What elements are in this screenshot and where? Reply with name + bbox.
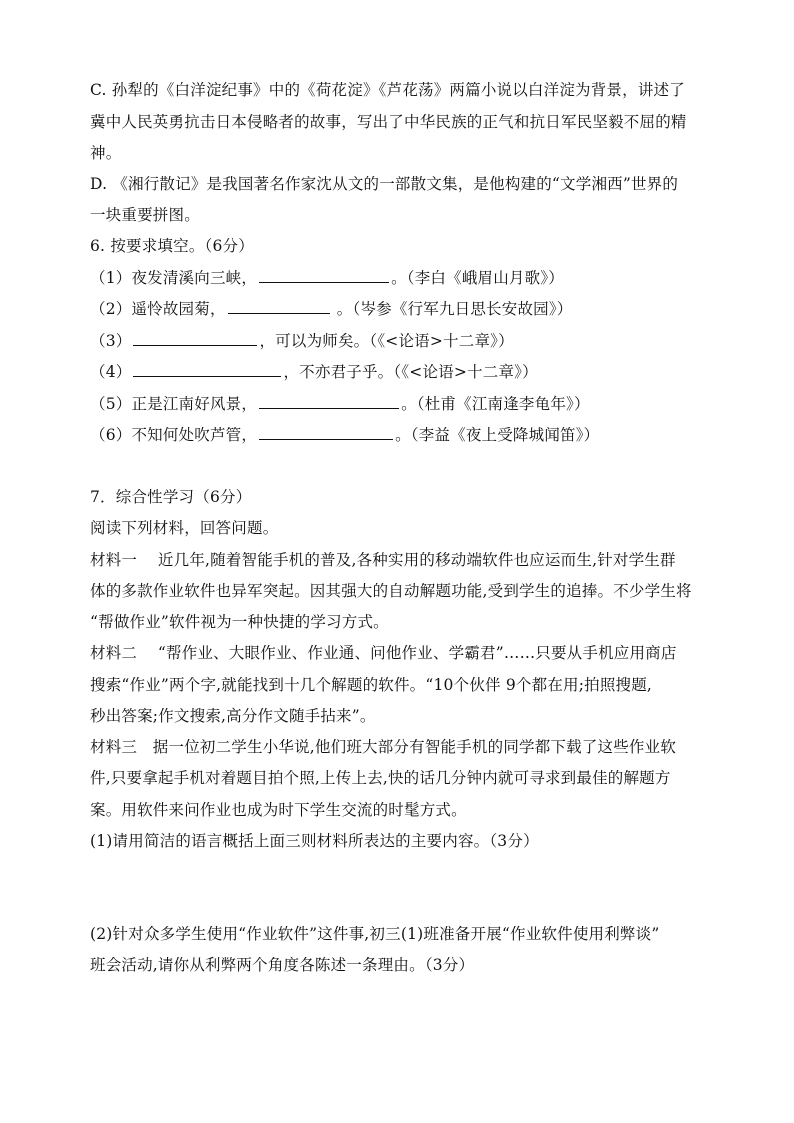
q6-item-4-suffix: ，不亦君子乎。（《<论语>十二章》） bbox=[283, 363, 538, 381]
q6-item-2-prefix: （2）遥怜故园菊， bbox=[90, 300, 226, 318]
q6-item-3 bbox=[90, 331, 715, 351]
q7-sub-question-2-line-2: 班会活动,请你从利弊两个角度各陈述一条理由。（3分） bbox=[90, 956, 475, 974]
q7-material-2-line-3: 秒出答案;作文搜索,高分作文随手拈来”。 bbox=[90, 707, 376, 725]
q6-title: 6. 按要求填空。（6分） bbox=[90, 237, 254, 255]
q7-intro: 阅读下列材料，回答问题。 bbox=[90, 519, 279, 537]
q7-material-3-line-3: 案。用软件来问作业也成为时下学生交流的时髦方式。 bbox=[90, 801, 467, 819]
q7-sub-question-2-line-1: (2)针对众多学生使用“作业软件”这件事,初三(1)班准备开展“作业软件使用利弊谈” bbox=[90, 925, 660, 943]
q6-item-6-suffix: 。（李益《夜上受降城闻笛》） bbox=[395, 426, 600, 444]
q7-material-1-line-2: 体的多款作业软件也异军突起。因其强大的自动解题功能,受到学生的追捧。不少学生将 bbox=[90, 582, 692, 600]
q6-item-1-blank[interactable] bbox=[259, 268, 389, 283]
q6-item-4-prefix: （4） bbox=[90, 363, 132, 381]
q7-material-1-line-3: “帮做作业”软件视为一种快捷的学习方式。 bbox=[90, 613, 389, 631]
q7-material-3-line-2: 件,只要拿起手机对着题目拍个照,上传上去,快的话几分钟内就可寻求到最佳的解题方 bbox=[90, 769, 671, 787]
q6-item-5-prefix: （5）正是江南好风景， bbox=[90, 395, 258, 413]
q7-sub-question-1: (1)请用简洁的语言概括上面三则材料所表达的主要内容。（3分） bbox=[90, 832, 539, 850]
q6-item-6-blank[interactable] bbox=[259, 425, 393, 440]
q6-item-4 bbox=[90, 362, 715, 382]
option-d-line-2: 一块重要拼图。 bbox=[90, 206, 200, 224]
q7-material-3-line-1: 材料三 据一位初二学生小华说,他们班大部分有智能手机的同学都下载了这些作业软 bbox=[90, 738, 677, 756]
option-c-line-1: C. 孙犁的《白洋淀纪事》中的《荷花淀》《芦花荡》两篇小说以白洋淀为背景，讲述了 bbox=[90, 81, 685, 99]
q7-material-2-line-2: 搜索“作业”两个字,就能找到十几个解题的软件。“10个伙伴 9个都在用;拍照搜题, bbox=[90, 676, 653, 694]
q6-item-1-prefix: （1）夜发清溪向三峡， bbox=[90, 269, 258, 287]
q6-item-5 bbox=[90, 394, 715, 414]
q7-title: 7．综合性学习（6分） bbox=[90, 488, 252, 506]
q6-item-5-suffix: 。（杜甫《江南逢李龟年》） bbox=[401, 395, 590, 413]
option-d-line-1: D. 《湘行散记》是我国著名作家沈从文的一部散文集，是他构建的“文学湘西”世界的 bbox=[90, 175, 679, 193]
q6-item-2 bbox=[90, 299, 715, 319]
q6-item-3-suffix: ，可以为师矣。（《<论语>十二章》） bbox=[259, 332, 514, 350]
q6-item-4-blank[interactable] bbox=[133, 362, 281, 377]
q6-item-6-prefix: （6）不知何处吹芦管， bbox=[90, 426, 258, 444]
q6-item-2-blank[interactable] bbox=[228, 299, 330, 314]
q7-material-1-line-1: 材料一 近几年,随着智能手机的普及,各种实用的移动端软件也应运而生,针对学生群 bbox=[90, 551, 676, 569]
q7-material-2-line-1: 材料二 “帮作业、大眼作业、作业通、问他作业、学霸君”……只要从手机应用商店 bbox=[90, 644, 677, 662]
q6-item-2-suffix: 。（岑参《行军九日思长安故园》） bbox=[331, 300, 573, 318]
option-c-line-2: 冀中人民英勇抗击日本侵略者的故事，写出了中华民族的正气和抗日军民坚毅不屈的精 bbox=[90, 113, 687, 131]
q6-item-1 bbox=[90, 268, 715, 288]
option-c-line-3: 神。 bbox=[90, 144, 122, 162]
q6-item-5-blank[interactable] bbox=[259, 394, 399, 409]
q6-item-3-blank[interactable] bbox=[133, 331, 257, 346]
q6-item-3-prefix: （3） bbox=[90, 332, 132, 350]
q6-item-6 bbox=[90, 425, 715, 445]
q6-item-1-suffix: 。（李白《峨眉山月歌》） bbox=[391, 269, 564, 287]
